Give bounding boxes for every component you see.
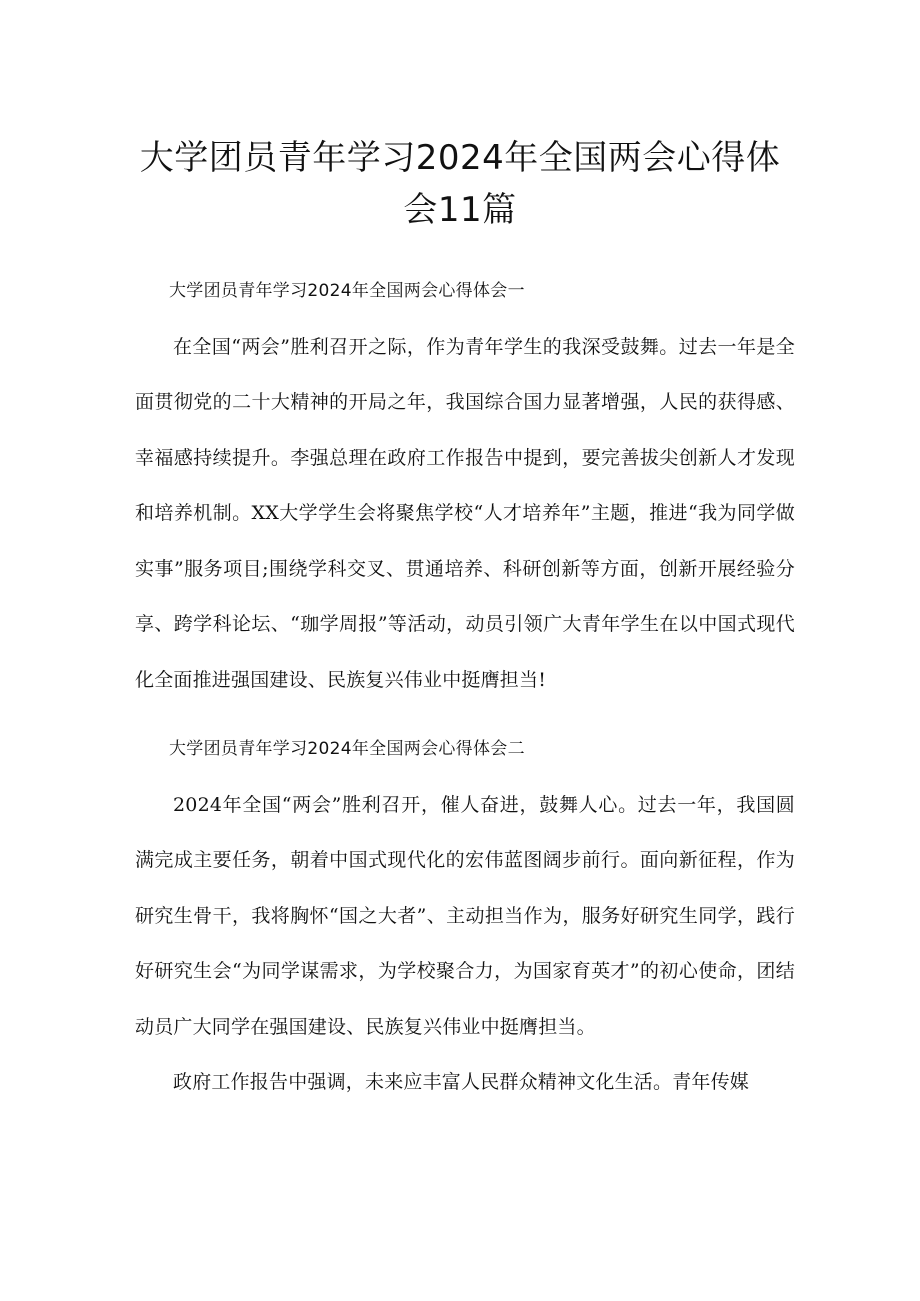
section-1-paragraph: 在全国“两会”胜利召开之际，作为青年学生的我深受鼓舞。过去一年是全面贯彻党的二十大精神的开局之年，我国综合国力显著增强，人民的获得感、幸福感持续提升。李强总理在政府工作报告中提到，要完善拔尖创新人才发现和培养机制。XX大学学生会将聚焦学校“人才培养年”主题，推进“我为同学做实事”服务项目;围绕学科交叉、贯通培养、科研创新等方面，创新开展经验分享、跨学科论坛、“珈学周报”等活动，动员引领广大青年学生在以中国式现代化全面推进强国建设、民族复兴伟业中挺膺担当! [135, 335, 795, 691]
title-line-2: 会11篇 [403, 190, 517, 230]
document-body [135, 264, 795, 1111]
section-2-paragraph-1: 2024年全国“两会”胜利召开，催人奋进，鼓舞人心。过去一年，我国圆满完成主要任务，朝着中国式现代化的宏伟蓝图阔步前行。面向新征程，作为研究生骨干，我将胸怀“国之大者”、主动担当作为，服务好研究生同学，践行好研究生会“为同学谋需求，为学校聚合力，为国家育英才”的初心使命，团结动员广大同学在强国建设、民族复兴伟业中挺膺担当。 [135, 793, 795, 1038]
section-heading-2: 大学团员青年学习2024年全国两会心得体会二 [169, 739, 525, 759]
document-title [120, 132, 800, 236]
section-2-paragraph-2: 政府工作报告中强调，未来应丰富人民群众精神文化生活。青年传媒 [173, 1071, 750, 1093]
title-line-1: 大学团员青年学习2024年全国两会心得体 [139, 138, 781, 178]
section-heading-1: 大学团员青年学习2024年全国两会心得体会一 [169, 281, 525, 301]
